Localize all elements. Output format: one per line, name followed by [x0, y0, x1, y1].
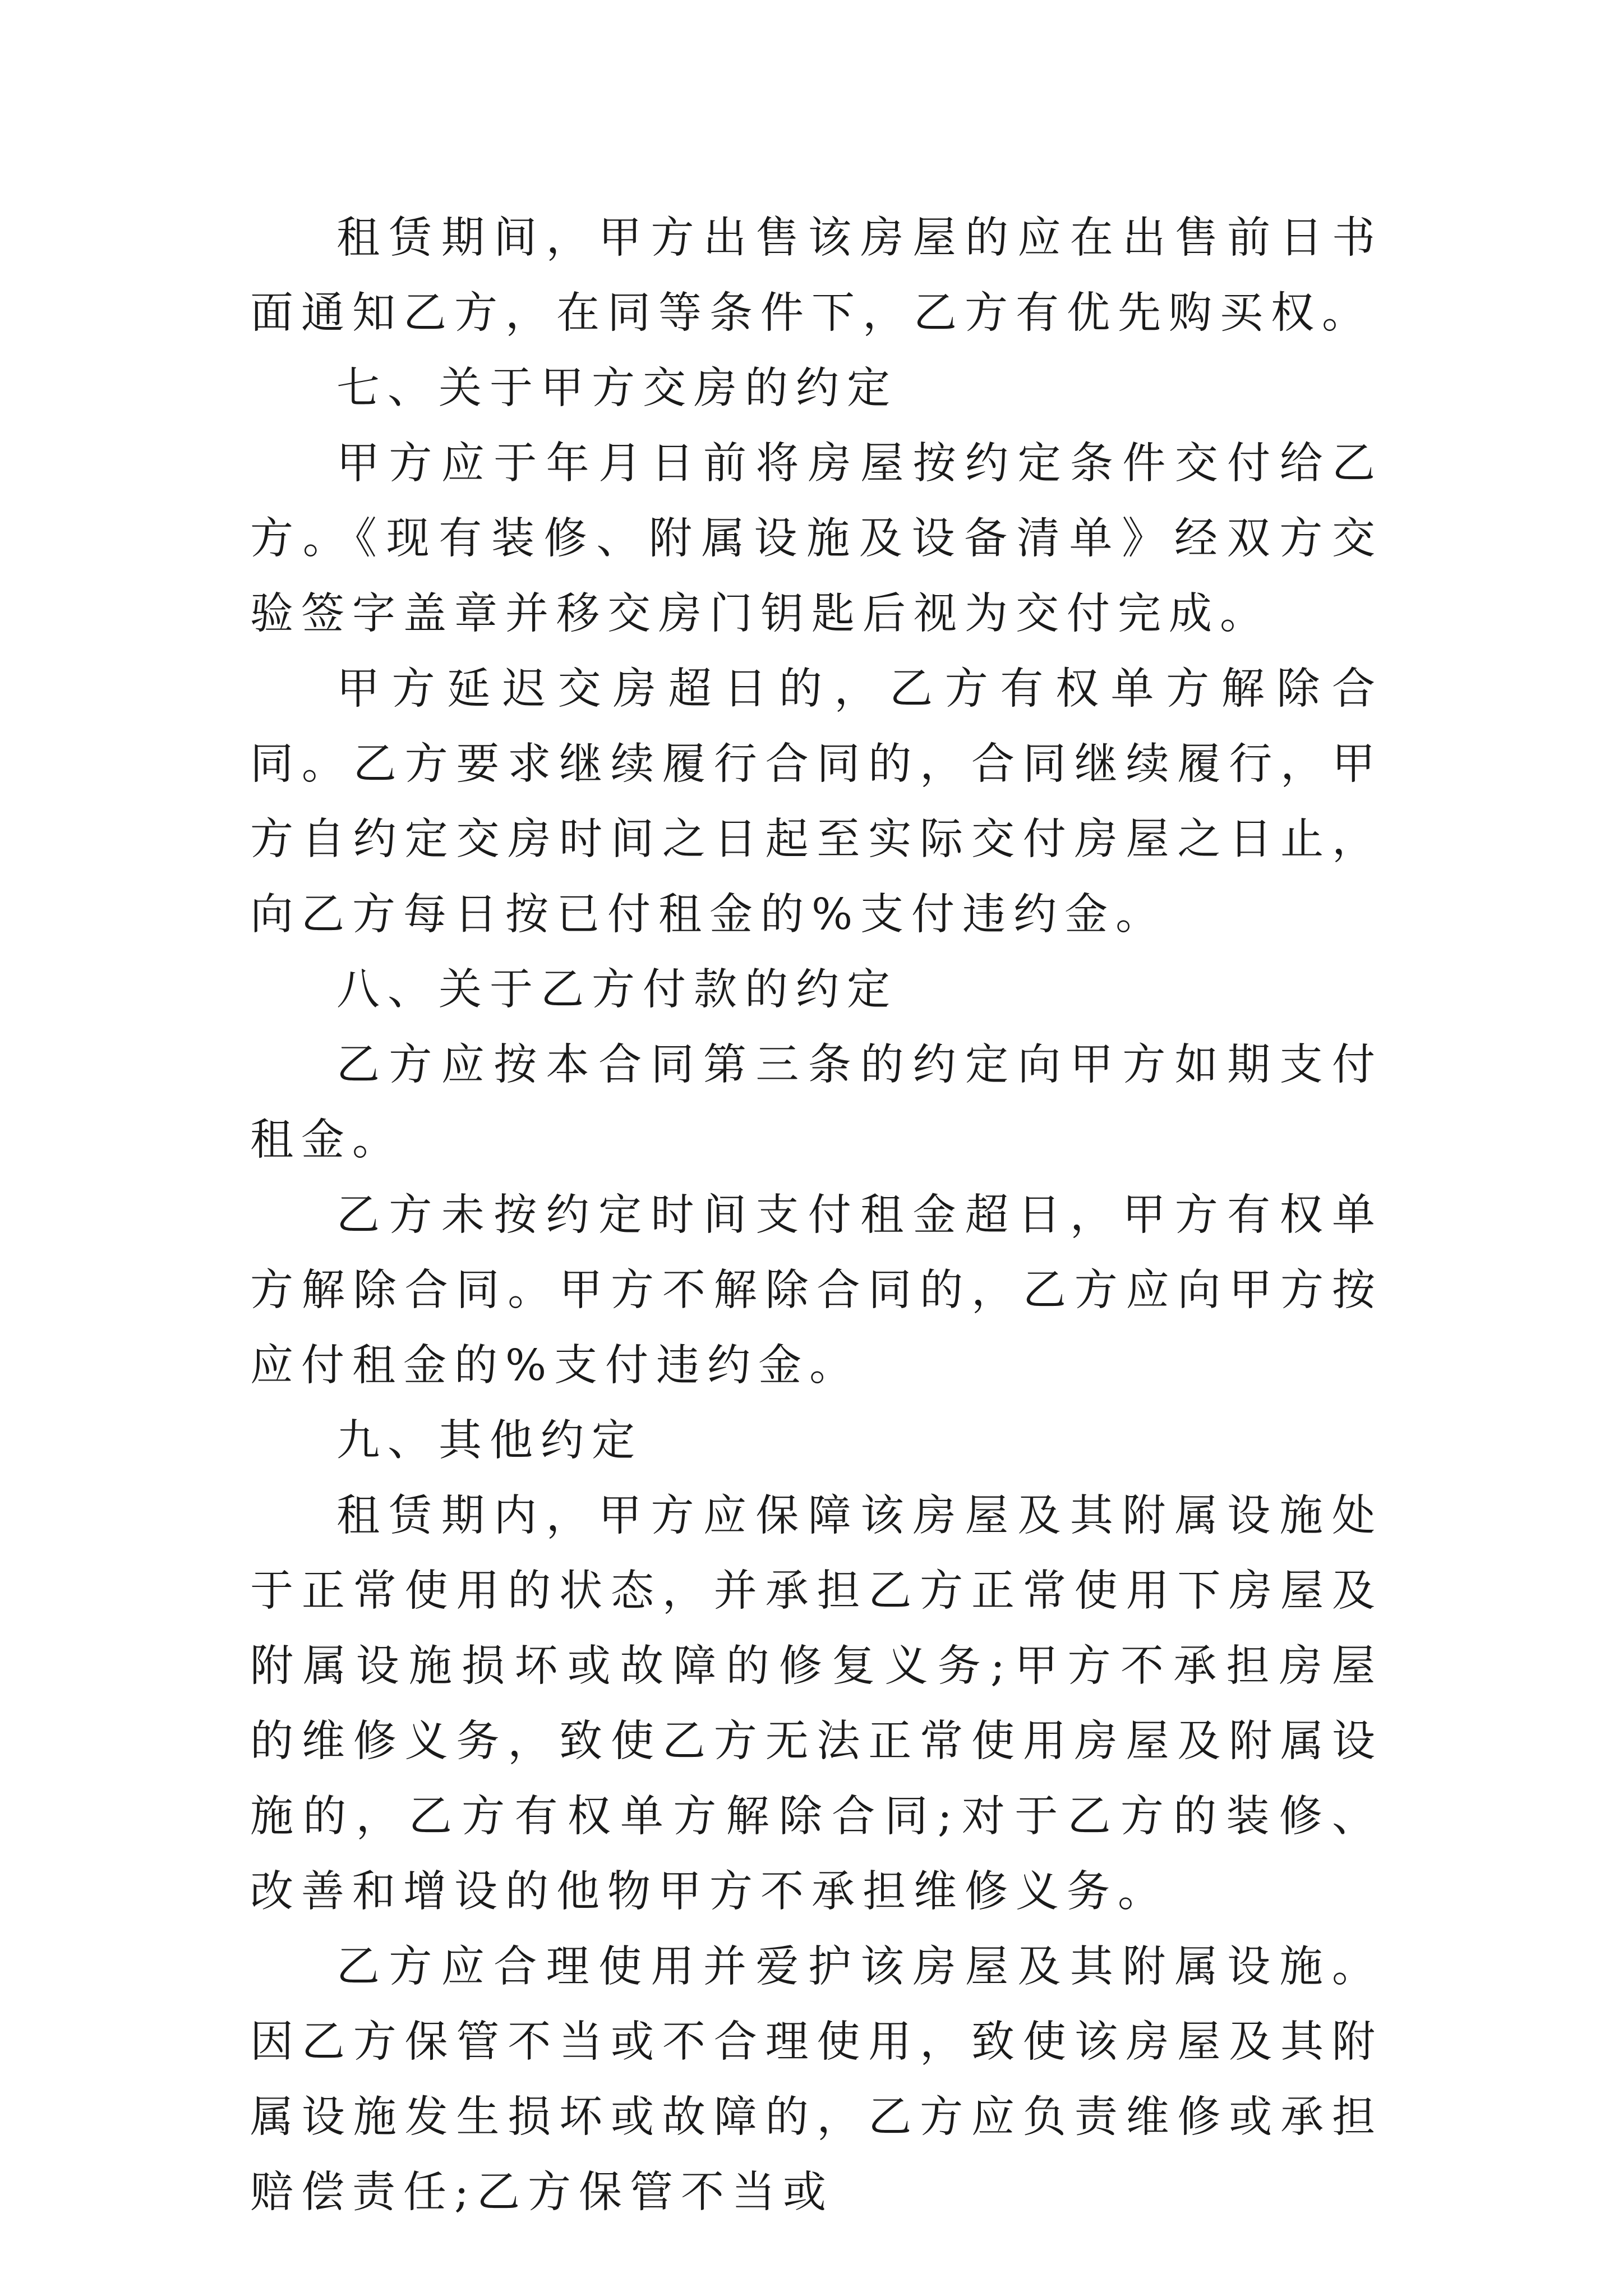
document-body — [250, 201, 1383, 2230]
paragraph-late-handover: 甲方延迟交房超日的，乙方有权单方解除合同。乙方要求继续履行合同的，合同继续履行，甲方自约定交房时间之日起至实际交付房屋之日止，向乙方每日按已付租金的%支付违约金。 — [250, 664, 1383, 940]
section-heading-7: 七、关于甲方交房的约定 — [336, 364, 898, 413]
paragraph-late-payment: 乙方未按约定时间支付租金超日，甲方有权单方解除合同。甲方不解除合同的，乙方应向甲方按应付租金的%支付违约金。 — [250, 1190, 1383, 1391]
paragraph-tenant-care: 乙方应合理使用并爱护该房屋及其附属设施。因乙方保管不当或不合理使用，致使该房屋及其附属设施发生损坏或故障的，乙方应负责维修或承担赔偿责任;乙方保管不当或 — [250, 1942, 1383, 2217]
paragraph-sale-notice: 租赁期间，甲方出售该房屋的应在出售前日书面通知乙方，在同等条件下，乙方有优先购买权。 — [250, 213, 1383, 338]
section-heading-8: 八、关于乙方付款的约定 — [336, 965, 898, 1015]
paragraph-rent-payment: 乙方应按本合同第三条的约定向甲方如期支付租金。 — [250, 1040, 1383, 1165]
paragraph-maintenance: 租赁期内，甲方应保障该房屋及其附属设施处于正常使用的状态，并承担乙方正常使用下房屋及附属设施损坏或故障的修复义务;甲方不承担房屋的维修义务，致使乙方无法正常使用房屋及附属设施的，乙方有权单方解除合同;对于乙方的装修、改善和增设的他物甲方不承担维修义务。 — [250, 1491, 1383, 1917]
section-heading-9: 九、其他约定 — [336, 1416, 643, 1466]
paragraph-handover-date: 甲方应于年月日前将房屋按约定条件交付给乙方。《现有装修、附属设施及设备清单》经双方交验签字盖章并移交房门钥匙后视为交付完成。 — [250, 439, 1383, 639]
